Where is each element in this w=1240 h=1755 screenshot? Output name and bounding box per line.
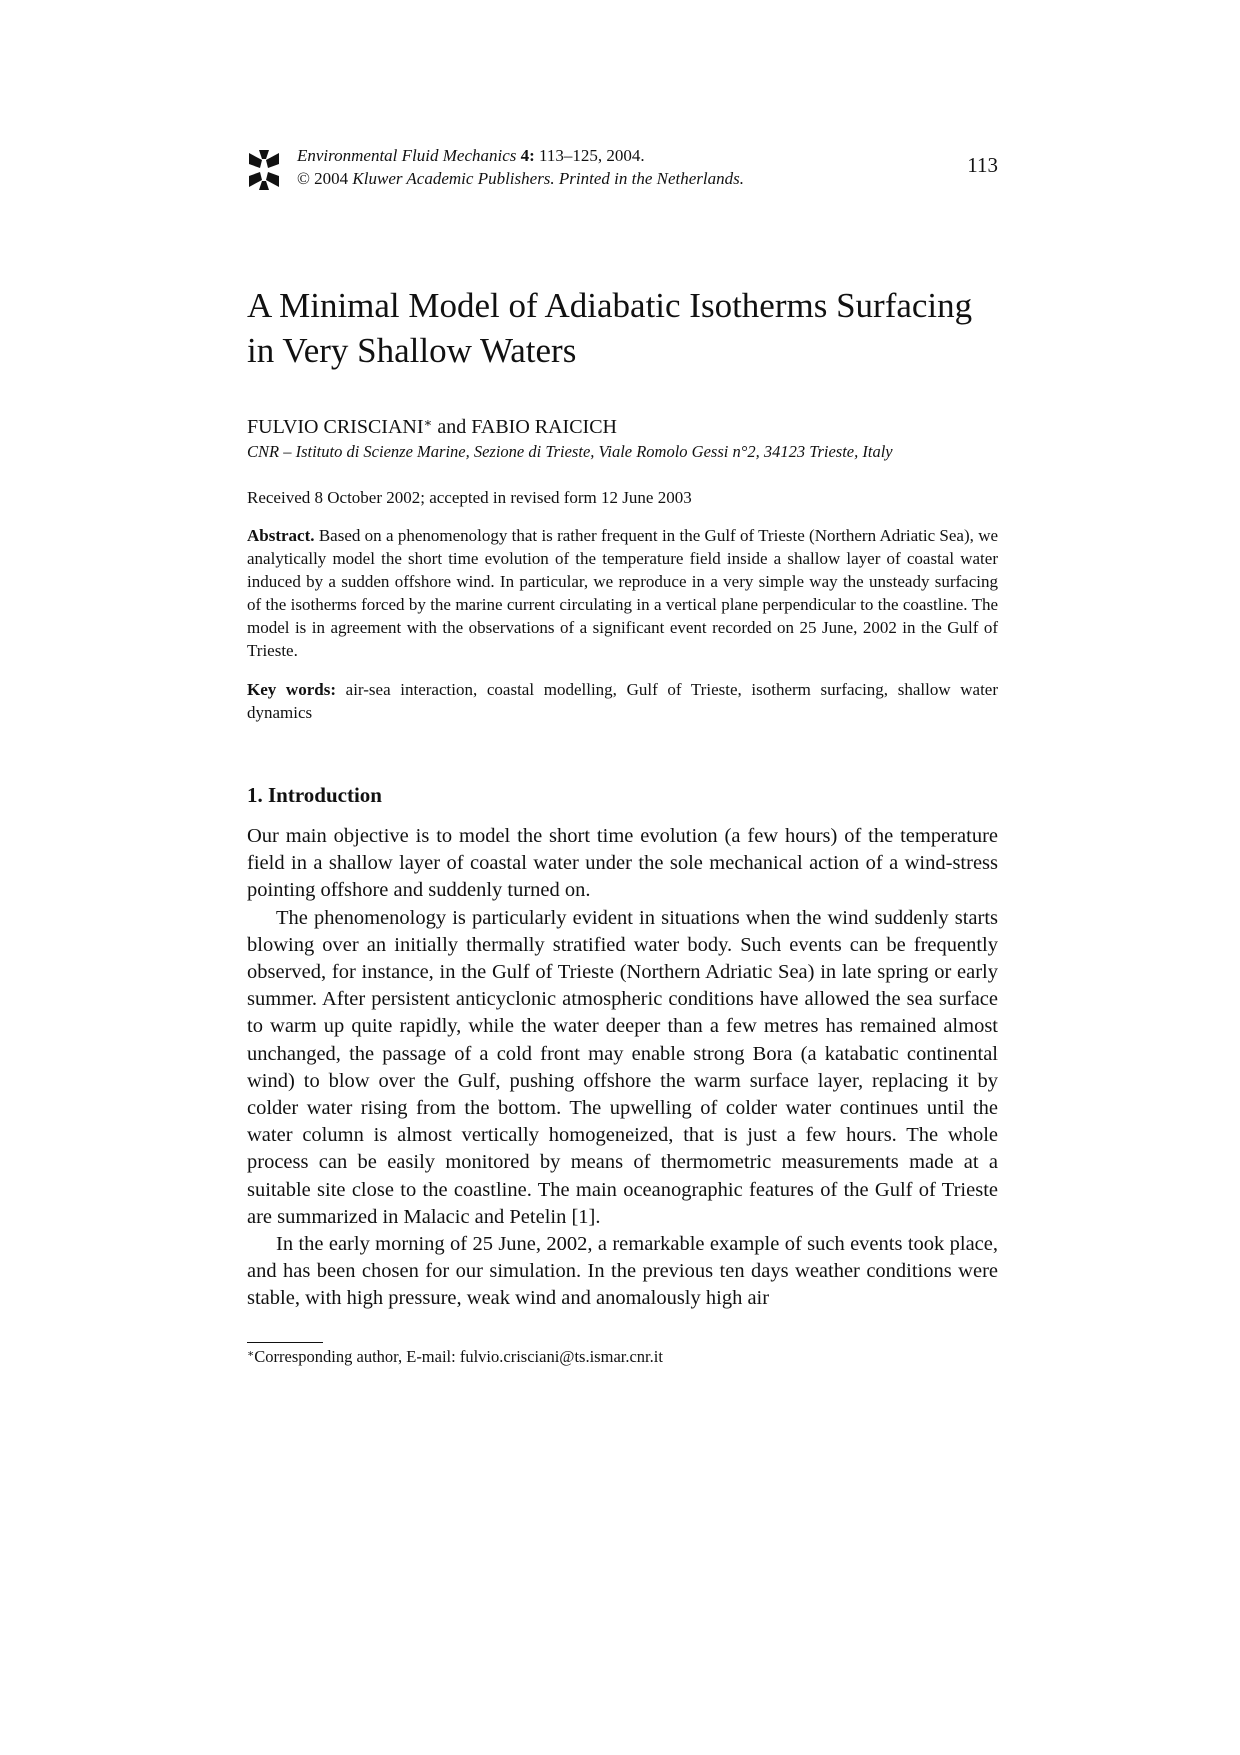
paper-title xyxy=(247,283,1007,373)
section-heading-introduction: 1. Introduction xyxy=(247,783,382,807)
publisher-logo-icon xyxy=(247,150,281,190)
publisher-name: Kluwer Academic Publishers. xyxy=(352,169,555,188)
footnote-mark: ∗ xyxy=(247,1348,255,1361)
author-affiliation: CNR – Istituto di Scienze Marine, Sezione di Trieste, Viale Romolo Gessi n°2, 34123 Trieste, Italy xyxy=(247,442,893,461)
author-connector: and xyxy=(437,416,467,438)
journal-name: Environmental Fluid Mechanics xyxy=(297,146,517,165)
journal-header xyxy=(247,144,998,194)
keywords xyxy=(247,678,998,724)
journal-line-1 xyxy=(297,144,744,167)
abstract xyxy=(247,524,998,662)
footnote-rule xyxy=(247,1342,323,1343)
footnote-text: Corresponding author, E-mail: fulvio.crisciani@ts.ismar.cnr.it xyxy=(254,1347,663,1366)
journal-line-2 xyxy=(297,167,744,190)
footnote xyxy=(247,1347,663,1367)
paragraph: In the early morning of 25 June, 2002, a remarkable example of such events took place, and has been chosen for our simulation. In the previous ten days weather conditions were stable, with high pressure, weak wind and anomalously high air xyxy=(247,1233,998,1310)
author-1: FULVIO CRISCIANI xyxy=(247,416,424,438)
paragraph: The phenomenology is particularly evident in situations when the wind suddenly starts blowing over an initially thermally stratified water body. Such events can be frequently observed, for instance, in the Gulf of Trieste (Northern Adriatic Sea) in late spring or early summer. After persistent anticyclonic atmospheric conditions have allowed the sea surface to warm up quite rapidly, while the water deeper than a few metres has remained almost unchanged, the passage of a cold front may enable strong Bora (a katabatic continental wind) to blow over the Gulf, pushing offshore the warm surface layer, replacing it by colder water rising from the bottom. The upwelling of colder water continues until the water column is almost vertically homogeneized, that is just a few hours. The whole process can be easily monitored by means of thermometric measurements made at a suitable site close to the coastline. The main oceanographic features of the Gulf of Trieste are summarized in Malacic and Petelin [1]. xyxy=(247,906,998,1228)
keywords-label: Key words: xyxy=(247,680,336,699)
paragraph: Our main objective is to model the short time evolution (a few hours) of the temperature field in a shallow layer of coastal water under the sole mechanical action of a wind-stress pointing offshore and suddenly turned on. xyxy=(247,825,998,902)
author-list xyxy=(247,416,617,439)
abstract-label: Abstract. xyxy=(247,526,315,545)
journal-volume: 4: xyxy=(520,146,535,165)
abstract-text: Based on a phenomenology that is rather frequent in the Gulf of Trieste (Northern Adriatic Sea), we analytically model the short time evolution of the temperature field inside a shallow layer of coastal water induced by a sudden offshore wind. In particular, we reproduce in a very simple way the unsteady surfacing of the isotherms forced by the marine current circulating in a vertical plane perpendicular to the coastline. The model is in agreement with the observations of a significant event recorded on 25 June, 2002 in the Gulf of Trieste. xyxy=(247,526,999,660)
page-number: 113 xyxy=(967,153,998,177)
corresponding-author-mark: ∗ xyxy=(423,415,433,431)
keywords-text: air-sea interaction, coastal modelling, Gulf of Trieste, isotherm surfacing, shallow water dynamics xyxy=(247,680,999,722)
printed-location: Printed in the Netherlands. xyxy=(558,169,745,188)
title-line-2: in Very Shallow Waters xyxy=(247,331,577,370)
title-line-1: A Minimal Model of Adiabatic Isotherms Surfacing xyxy=(247,286,973,325)
introduction-body xyxy=(247,823,998,1313)
copyright-notice: © 2004 xyxy=(297,169,349,188)
journal-pages-year: 113–125, 2004. xyxy=(539,146,645,165)
author-2: FABIO RAICICH xyxy=(471,416,618,438)
received-dates: Received 8 October 2002; accepted in revised form 12 June 2003 xyxy=(247,488,692,507)
journal-citation xyxy=(297,144,744,190)
